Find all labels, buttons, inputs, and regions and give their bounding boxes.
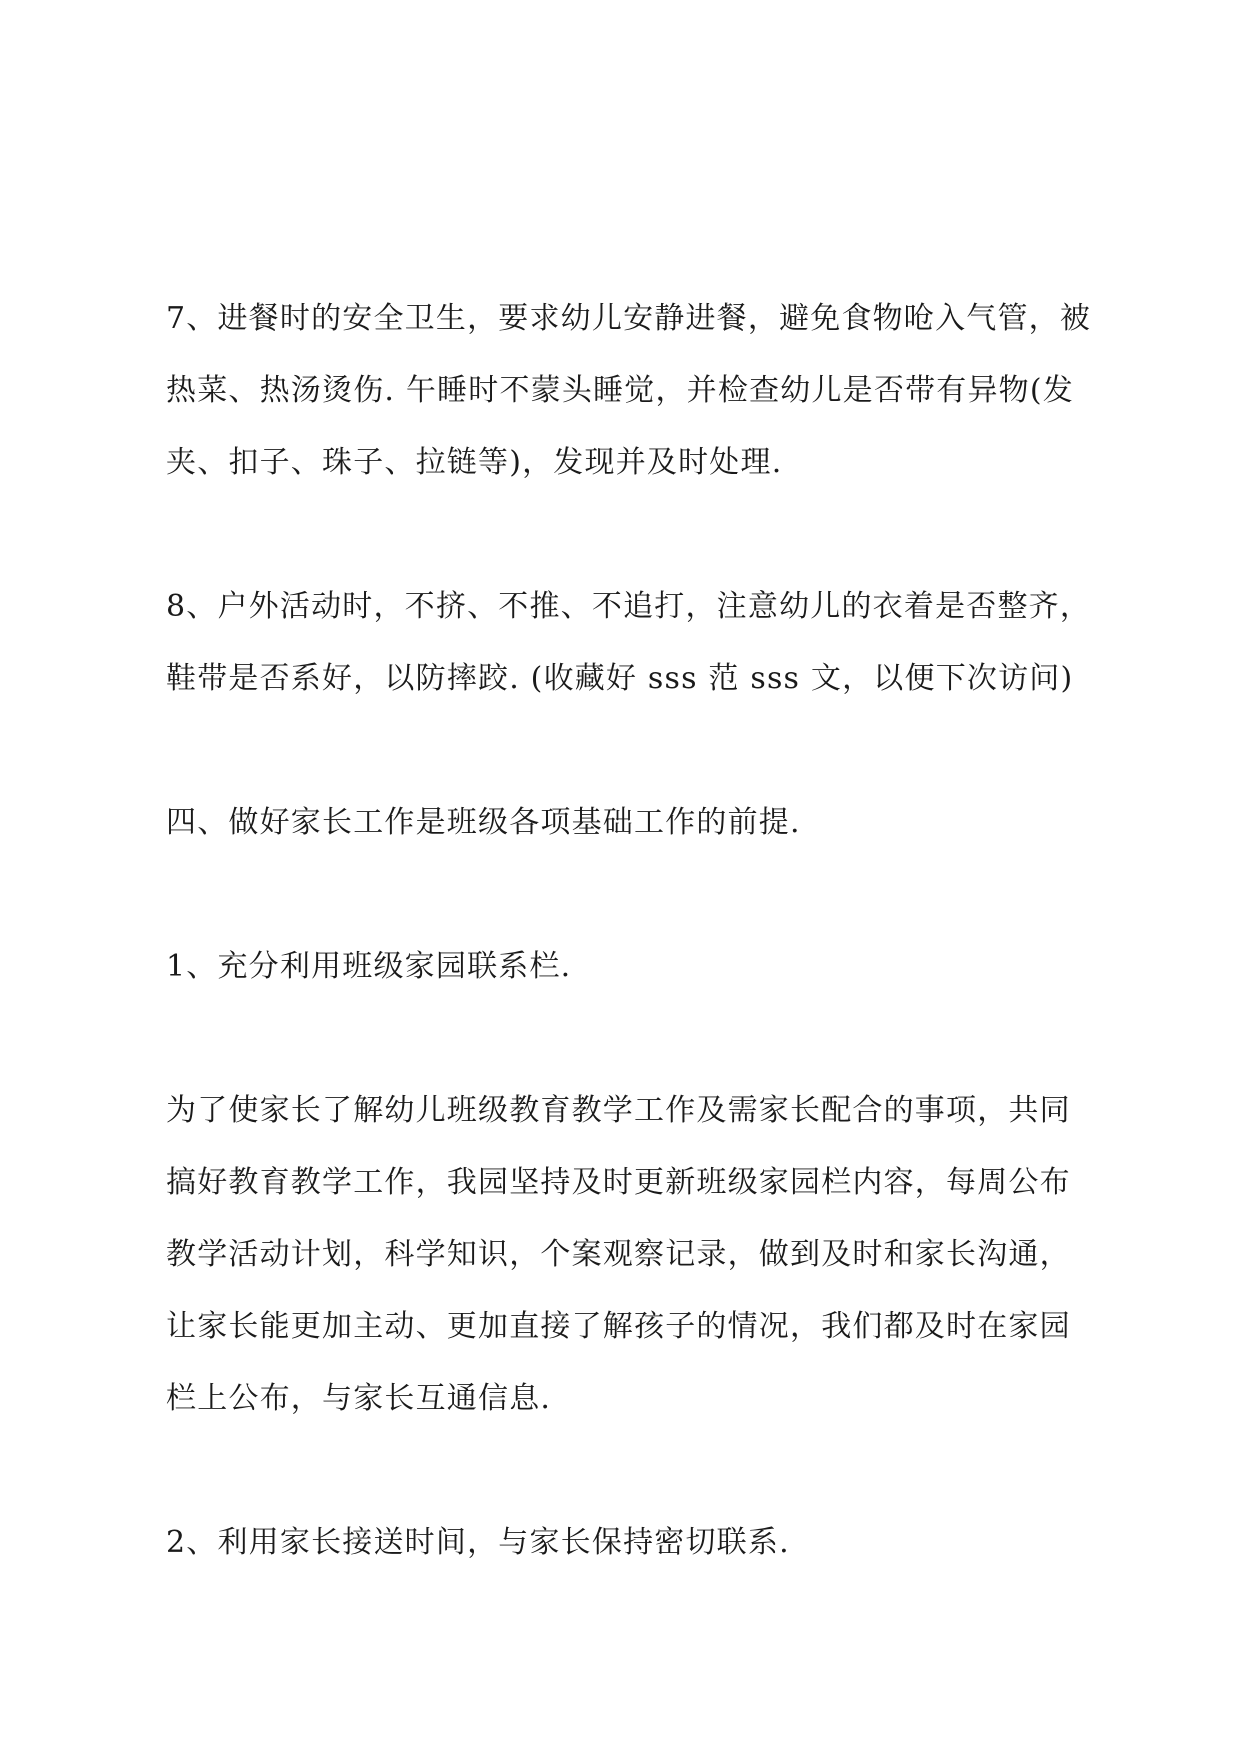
paragraph-safety-item-8: 8、户外活动时，不挤、不推、不追打，注意幼儿的衣着是否整齐，鞋带是否系好，以防摔跤. (收藏好 sss 范 sss 文，以便下次访问) — [166, 589, 1092, 696]
paragraph-parent-item-1: 1、充分利用班级家园联系栏. — [166, 949, 572, 984]
paragraph-parent-item-1-body: 为了使家长了解幼儿班级教育教学工作及需家长配合的事项，共同搞好教育教学工作，我园坚持及时更新班级家园栏内容，每周公布教学活动计划，科学知识，个案观察记录，做到及时和家长沟通，让家长能更加主动、更加直接了解孩子的情况，我们都及时在家园栏上公布，与家长互通信息. — [166, 1093, 1071, 1416]
section-heading: 四、做好家长工作是班级各项基础工作的前提. — [166, 805, 801, 840]
paragraph-parent-item-2: 2、利用家长接送时间，与家长保持密切联系. — [166, 1525, 790, 1560]
paragraph-safety-item-7: 7、进餐时的安全卫生，要求幼儿安静进餐，避免食物呛入气管，被热菜、热汤烫伤. 午睡时不蒙头睡觉，并检查幼儿是否带有异物(发夹、扣子、珠子、拉链等)，发现并及时处理. — [166, 301, 1092, 480]
document-body — [166, 283, 1100, 1651]
